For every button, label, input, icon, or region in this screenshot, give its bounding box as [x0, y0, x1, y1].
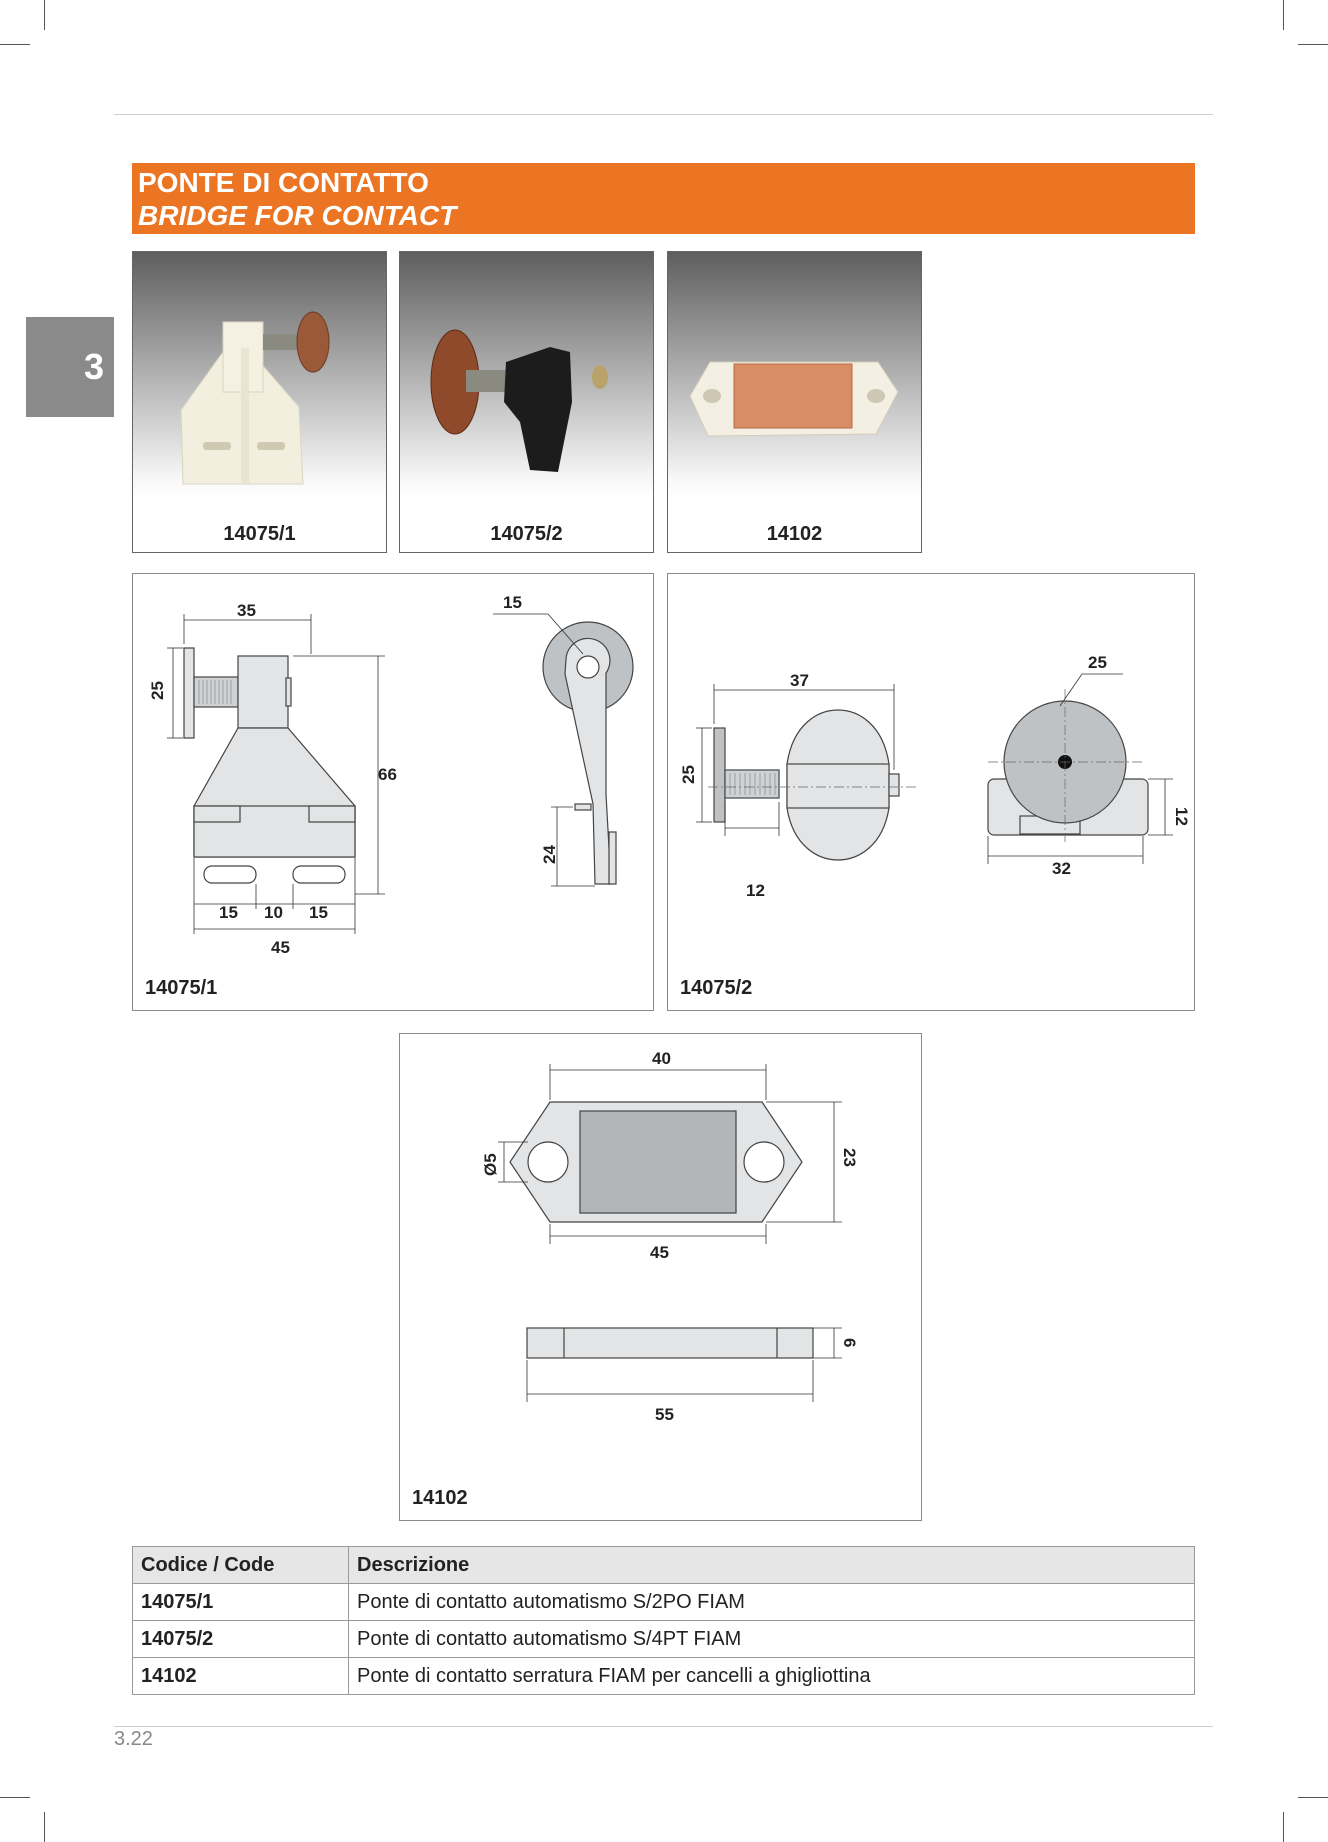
- product-photo-14075-2: [399, 251, 654, 553]
- cell-code: 14102: [133, 1658, 349, 1695]
- column-header-description: Descrizione: [349, 1547, 1195, 1584]
- drawing-caption: 14075/2: [680, 977, 753, 999]
- technical-drawing-14075-1: [132, 573, 654, 1011]
- cell-description: Ponte di contatto serratura FIAM per cancelli a ghigliottina: [349, 1658, 1195, 1695]
- technical-drawing-14075-2: [667, 573, 1195, 1011]
- title-english: BRIDGE FOR CONTACT: [138, 200, 457, 231]
- crop-mark: [1283, 0, 1284, 30]
- footer-rule: [114, 1726, 1213, 1727]
- dim-label: 35: [237, 601, 256, 620]
- dim-label: 15: [503, 593, 522, 612]
- dim-label: 37: [790, 671, 809, 690]
- dim-label: 12: [746, 881, 765, 900]
- dim-label: 66: [378, 765, 397, 784]
- table-row: [133, 1658, 1195, 1695]
- drawing-caption: 14102: [412, 1487, 468, 1509]
- crop-mark: [1298, 44, 1328, 45]
- cell-description: Ponte di contatto automatismo S/4PT FIAM: [349, 1621, 1195, 1658]
- product-image: [400, 252, 654, 553]
- product-image: [133, 252, 387, 553]
- column-header-code: Codice / Code: [133, 1547, 349, 1584]
- crop-mark: [0, 44, 30, 45]
- product-image: [668, 252, 922, 553]
- dim-label: 25: [148, 681, 167, 700]
- section-number: 3: [83, 346, 104, 387]
- title-italian: PONTE DI CONTATTO: [138, 167, 429, 198]
- product-table: [132, 1546, 1195, 1695]
- dim-label: 40: [652, 1049, 671, 1068]
- cell-code: 14075/1: [133, 1584, 349, 1621]
- table-header-row: [133, 1547, 1195, 1584]
- drawing-canvas: [133, 574, 655, 1012]
- product-photo-14102: [667, 251, 922, 553]
- photo-caption: 14102: [766, 523, 823, 545]
- dim-label: 24: [540, 845, 559, 864]
- photo-caption: 14075/2: [490, 523, 563, 545]
- dim-label: 32: [1052, 859, 1071, 878]
- product-photo-14075-1: [132, 251, 387, 553]
- dim-label: 15: [309, 903, 328, 922]
- title-banner: [132, 163, 1195, 234]
- crop-mark: [44, 0, 45, 30]
- page-number: 3.22: [114, 1728, 153, 1750]
- cell-code: 14075/2: [133, 1621, 349, 1658]
- dim-label: 6: [840, 1338, 859, 1348]
- drawing-caption: 14075/1: [145, 977, 218, 999]
- table-row: [133, 1584, 1195, 1621]
- crop-mark: [1283, 1812, 1284, 1842]
- crop-mark: [0, 1797, 30, 1798]
- dim-label: 25: [679, 765, 698, 784]
- crop-mark: [1298, 1797, 1328, 1798]
- drawing-canvas: [400, 1034, 923, 1522]
- technical-drawing-14102: [399, 1033, 922, 1521]
- dim-label: 25: [1088, 653, 1107, 672]
- dim-label: 10: [264, 903, 283, 922]
- dim-label: 45: [650, 1243, 669, 1262]
- crop-mark: [44, 1812, 45, 1842]
- photo-caption: 14075/1: [223, 523, 296, 545]
- dim-label: 55: [655, 1405, 674, 1424]
- header-rule: [114, 114, 1213, 115]
- dim-label: 12: [1172, 807, 1191, 826]
- drawing-canvas: [668, 574, 1196, 1012]
- dim-label: 15: [219, 903, 238, 922]
- cell-description: Ponte di contatto automatismo S/2PO FIAM: [349, 1584, 1195, 1621]
- dim-label: Ø5: [481, 1153, 500, 1176]
- dim-label: 23: [840, 1148, 859, 1167]
- table-row: [133, 1621, 1195, 1658]
- section-tab: [26, 317, 114, 417]
- dim-label: 45: [271, 938, 290, 957]
